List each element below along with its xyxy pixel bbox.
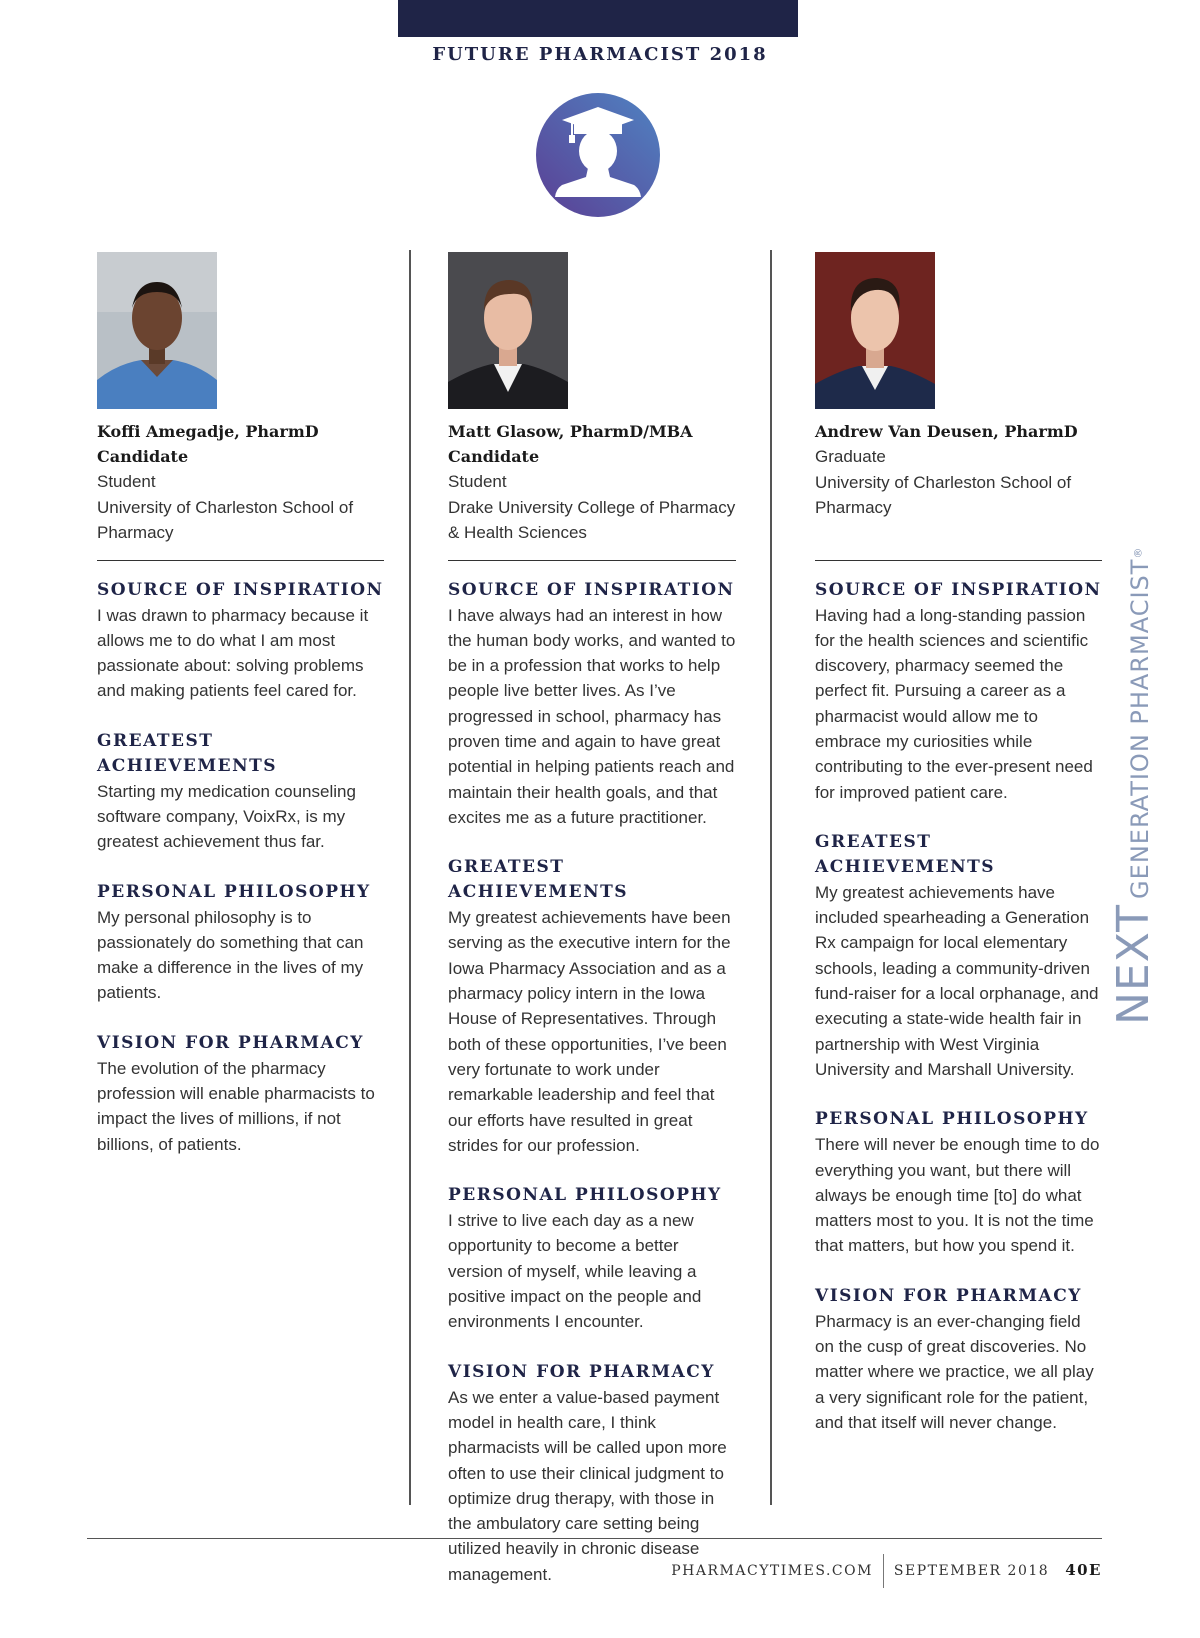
section-heading: PERSONAL PHILOSOPHY (815, 1109, 1089, 1130)
profile-photo (815, 252, 935, 409)
footer-site: PHARMACYTIMES.COM (671, 1563, 873, 1579)
brand-registered: ® (1131, 547, 1145, 559)
section-heading: PERSONAL PHILOSOPHY (448, 1185, 722, 1206)
section-text: The evolution of the pharmacy profession will enable pharmacists to impact the lives of millions, if not billions, of patients. (97, 1058, 375, 1154)
profile-role: Student (97, 472, 156, 491)
footer-rule (87, 1538, 1102, 1539)
section-heading: SOURCE OF INSPIRATION (97, 579, 384, 600)
profile-photo (97, 252, 217, 409)
graduate-logo-icon (536, 93, 660, 217)
brand-generation: GENERATION PHARMACIST (1126, 558, 1154, 899)
section-heading: GREATEST ACHIEVEMENTS (448, 857, 629, 903)
column-divider-1 (409, 250, 411, 1505)
profile-name: Andrew Van Deusen, PharmD (815, 422, 1078, 441)
section-text: I strive to live each day as a new opportunity to become a better version of myself, while leaving a positive impact on the people and environments I encounter. (448, 1211, 702, 1332)
section-heading: GREATEST ACHIEVEMENTS (815, 831, 996, 877)
section-text: My greatest achievements have been serving as the executive intern for the Iowa Pharmacy Association and as a pharmacy policy intern in the Iowa House of Representatives. Through both of these opportunities, I’ve been very fortunate to work under remarkable leadership and feel that our efforts have resulted in great strides for our profession. (448, 908, 731, 1155)
column-divider-2 (770, 250, 772, 1505)
profile-school: University of Charleston School of Pharmacy (97, 497, 354, 542)
section-divider (97, 560, 384, 561)
profile-name: Matt Glasow, PharmD/MBA Candidate (448, 422, 693, 466)
section-divider (815, 560, 1102, 561)
section-text: My greatest achievements have included spearheading a Generation Rx campaign for local elementary schools, leading a community-driven fund-raiser for a local orphanage, and executing a state-wide health fair in partnership with West Virginia University and Marshall University. (815, 882, 1099, 1079)
footer-date: SEPTEMBER 2018 (893, 1563, 1050, 1579)
section-text: My personal philosophy is to passionately do something that can make a difference in the lives of my patients. (97, 907, 364, 1003)
section-text: I have always had an interest in how the human body works, and wanted to be in a profession that works to help people live better lives. As I’ve progressed in school, pharmacy has proven time and again to have great potential in helping patients reach and maintain their health goals, and that excites me as a future practitioner. (448, 605, 736, 827)
brand-next: NEXT (1108, 904, 1159, 1025)
profile-photo (448, 252, 568, 409)
section-text: As we enter a value-based payment model in health care, I think pharmacists will be called upon more often to use their clinical judgment to optimize drug therapy, with those in the ambulatory care setting being utilized heavily in chronic disease management. (448, 1387, 727, 1584)
section-heading: PERSONAL PHILOSOPHY (97, 881, 371, 902)
section-heading: VISION FOR PHARMACY (448, 1361, 715, 1382)
section-text: There will never be enough time to do everything you want, but there will always be enough time [to] do what matters most to you. It is not the time that matters, but how you spend it. (815, 1135, 1100, 1256)
page-footer (671, 1554, 1102, 1588)
profile-school: University of Charleston School of Pharmacy (815, 472, 1072, 517)
top-accent-bar (398, 0, 798, 37)
section-divider (448, 560, 736, 561)
profile-name: Koffi Amegadje, PharmD Candidate (97, 422, 319, 466)
section-text: Pharmacy is an ever-changing field on the cusp of great discoveries. No matter where we practice, we all play a very significant role for the patient, and that itself will never change. (815, 1311, 1094, 1432)
next-generation-pharmacist-brand (1108, 547, 1159, 1025)
profile-koffi (97, 252, 384, 1182)
section-heading: SOURCE OF INSPIRATION (448, 579, 735, 600)
section-heading: VISION FOR PHARMACY (97, 1032, 364, 1053)
section-heading: GREATEST ACHIEVEMENTS (97, 730, 278, 776)
profile-role: Graduate (815, 447, 886, 466)
section-heading: SOURCE OF INSPIRATION (815, 579, 1102, 600)
profile-matt (448, 252, 736, 1612)
page-number: 40E (1065, 1561, 1102, 1579)
section-text: I was drawn to pharmacy because it allows me to do what I am most passionate about: solving problems and making patients feel cared for. (97, 605, 369, 701)
section-text: Starting my medication counseling software company, VoixRx, is my greatest achievement thus far. (97, 781, 356, 852)
profile-school: Drake University College of Pharmacy & Health Sciences (448, 497, 736, 542)
section-text: Having had a long-standing passion for the health sciences and scientific discovery, pharmacy seemed the perfect fit. Pursuing a career as a pharmacist would allow me to embrace my curiosities while contributing to the ever-present need for improved patient care. (815, 605, 1093, 802)
profile-andrew (815, 252, 1102, 1460)
footer-separator (883, 1554, 884, 1588)
page-title: FUTURE PHARMACIST 2018 (432, 44, 768, 65)
section-heading: VISION FOR PHARMACY (815, 1285, 1082, 1306)
profile-role: Student (448, 472, 507, 491)
